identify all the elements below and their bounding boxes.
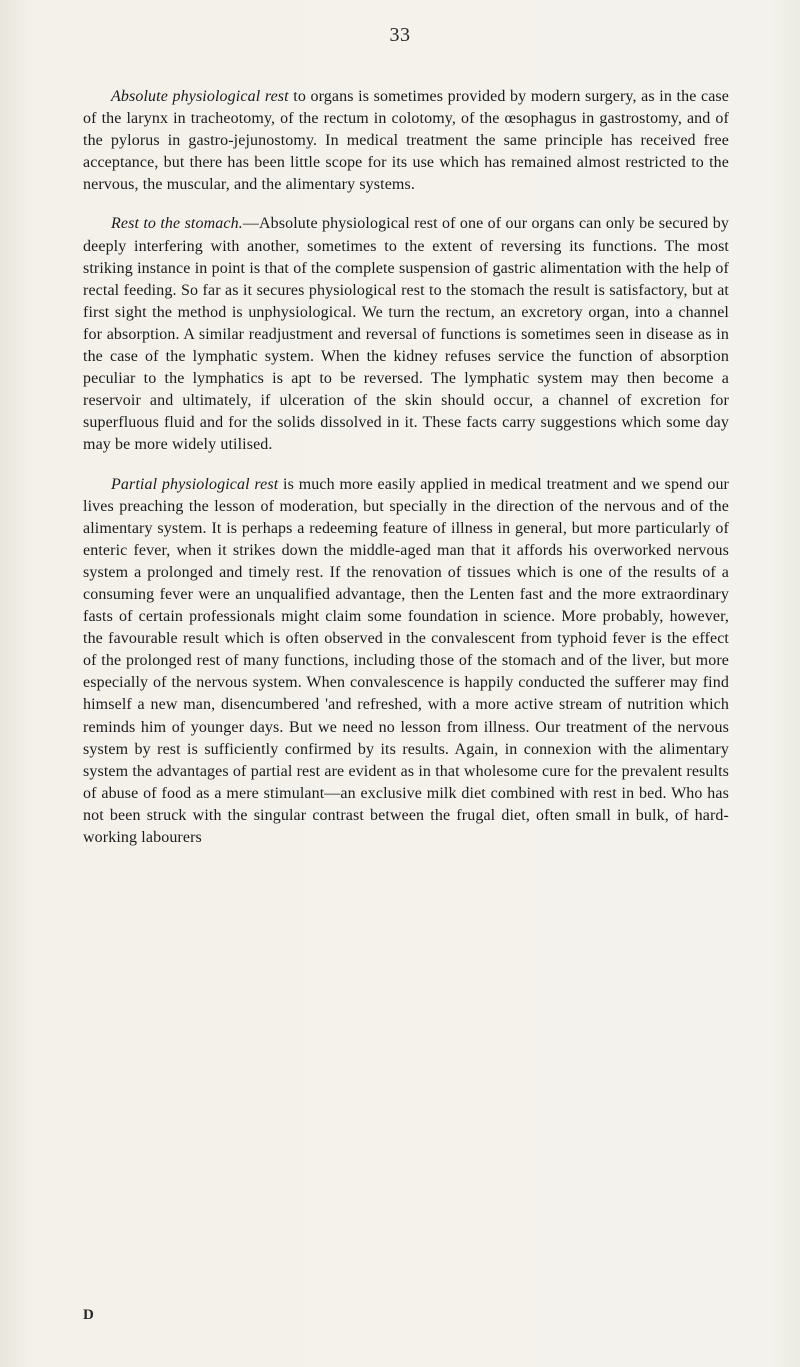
paragraph-lead-italic: Absolute physiological rest <box>111 88 289 105</box>
paragraph-absolute-rest <box>83 86 729 196</box>
paragraph-lead-italic: Partial physiological rest <box>111 475 279 493</box>
body-text <box>83 86 729 866</box>
paragraph-rest-stomach <box>83 213 729 456</box>
paragraph-text: —Absolute physiological rest of one of our organs can only be secured by deeply interfering with another, sometimes to the extent of reversing its functions. The most striking instance in point is that of the complete suspension of gastric alimentation with the help of rectal feeding. So far as it secures physiological rest to the stomach the result is satisfactory, but at first sight the method is unphysiological. We turn the rectum, an excretory organ, into a channel for absorption. A similar readjustment and reversal of functions is sometimes seen in disease as in the case of the lymphatic system. When the kidney refuses service the function of absorption peculiar to the lymphatics is apt to be reversed. The lymphatic system may then become a reservoir and ultimately, if ulceration of the skin should occur, a channel of excretion for superfluous fluid and for the solids dissolved in it. These facts carry suggestions which some day may be more widely utilised. <box>83 215 729 454</box>
paragraph-partial-rest <box>83 474 729 850</box>
signature-mark: D <box>83 1307 94 1323</box>
paragraph-text: is much more easily applied in medical treatment and we spend our lives preaching the lesson of moderation, but specially in the direction of the nervous and of the alimentary system. It is perhaps a redeeming feature of illness in general, but more particularly of enteric fever, when it strikes down the middle-aged man that it affords his overworked nervous system a prolonged and timely rest. If the renovation of tissues which is one of the results of a consuming fever were an unqualified advantage, then the Lenten fast and the more extraordinary fasts of certain professionals might claim some foundation in science. More probably, however, the favourable result which is often observed in the convalescent from typhoid fever is the effect of the prolonged rest of many functions, including those of the stomach and of the liver, but more especially of the nervous system. When convalescence is happily conducted the sufferer may find himself a new man, disencumbered 'and refreshed, with a more active stream of nutrition which reminds him of younger days. But we need no lesson from illness. Our treatment of the nervous system by rest is sufficiently confirmed by its results. Again, in connexion with the alimentary system the advantages of partial rest are evident as in that wholesome cure for the prevalent results of abuse of food as a mere stimulant—an exclusive milk diet combined with rest in bed. Who has not been struck with the singular contrast between the frugal diet, often small in bulk, of hard-working labourers <box>83 475 730 846</box>
paragraph-lead-italic: Rest to the stomach. <box>111 215 243 233</box>
page-number: 33 <box>389 24 411 46</box>
paragraph-text: to organs is sometimes provided by modern surgery, as in the case of the larynx in tracheotomy, of the rectum in colotomy, of the œsophagus in gastrostomy, and of the pylorus in gastro-jejunostomy. In medical treatment the same principle has received free acceptance, but there has been little scope for its use which has remained almost restricted to the nervous, the muscular, and the alimentary systems. <box>83 88 729 194</box>
